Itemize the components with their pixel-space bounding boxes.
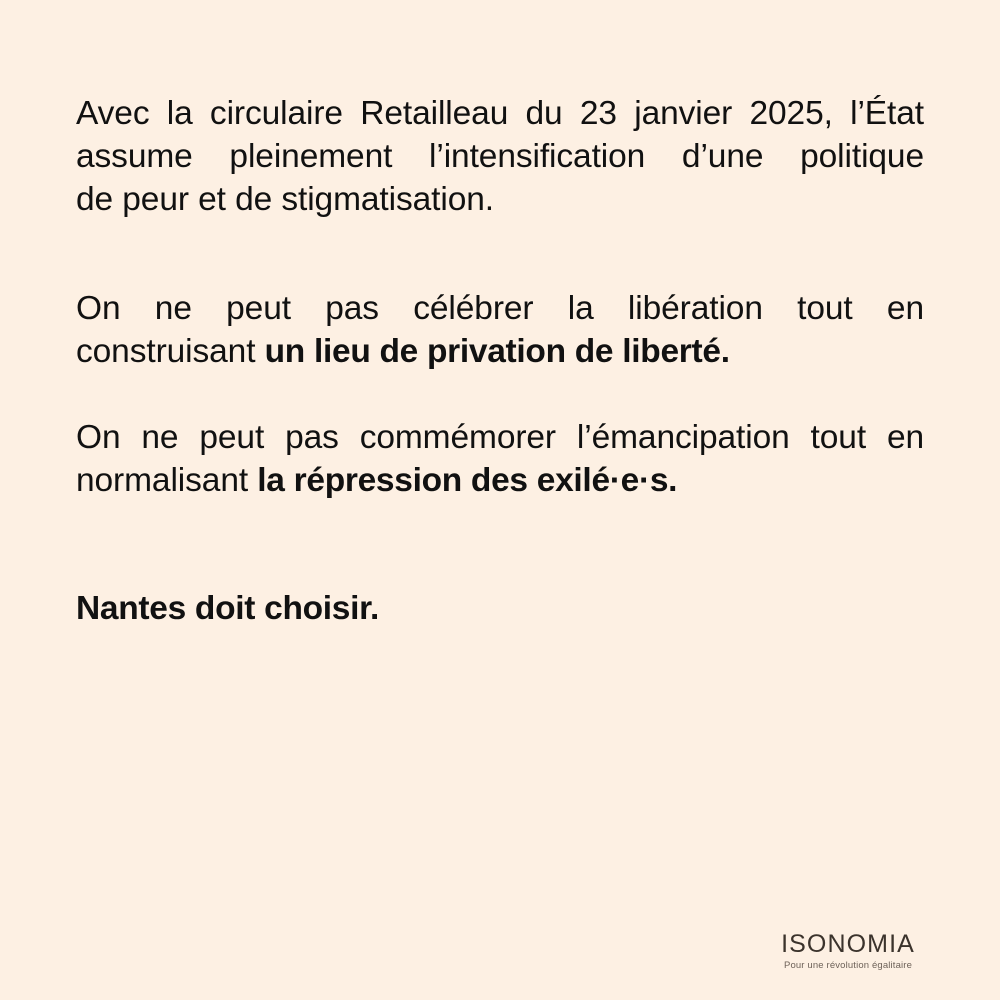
paragraph-liberation-line-1: On ne peut pas célébrer la libération tout en [76,290,924,327]
brand-tagline: Pour une révolution égalitaire [783,960,913,971]
paragraph-circulaire-line-1: Avec la circulaire Retailleau du 23 janvier 2025, l’État [76,95,924,132]
spacer-before-statement [76,502,924,587]
spacer-after-liberation [76,373,924,416]
paragraph-circulaire-line-2: assume pleinement l’intensification d’une politique [76,138,924,175]
paragraph-liberation [76,287,924,373]
paragraph-emancipation-line-1: On ne peut pas commémorer l’émancipation tout en [76,419,924,456]
brand-lockup [768,931,928,972]
paragraph-emancipation-emphasis: la répression des exilé·e·s. [257,462,678,499]
paragraph-emancipation-line-2 [76,459,924,502]
brand-name: ISONOMIA [781,930,915,958]
paragraph-liberation-line-2-plain: construisant [76,333,265,370]
closing-statement: Nantes doit choisir. [76,590,380,627]
spacer-after-circulaire [76,221,924,287]
paragraph-circulaire [76,92,924,221]
paragraph-liberation-line-2 [76,330,924,373]
paragraph-emancipation [76,416,924,502]
paragraph-emancipation-line-2-plain: normalisant [76,462,258,499]
poster-body [76,92,924,630]
paragraph-circulaire-line-3: de peur et de stigmatisation. [76,181,494,218]
paragraph-liberation-emphasis: un lieu de privation de liberté. [264,333,730,370]
